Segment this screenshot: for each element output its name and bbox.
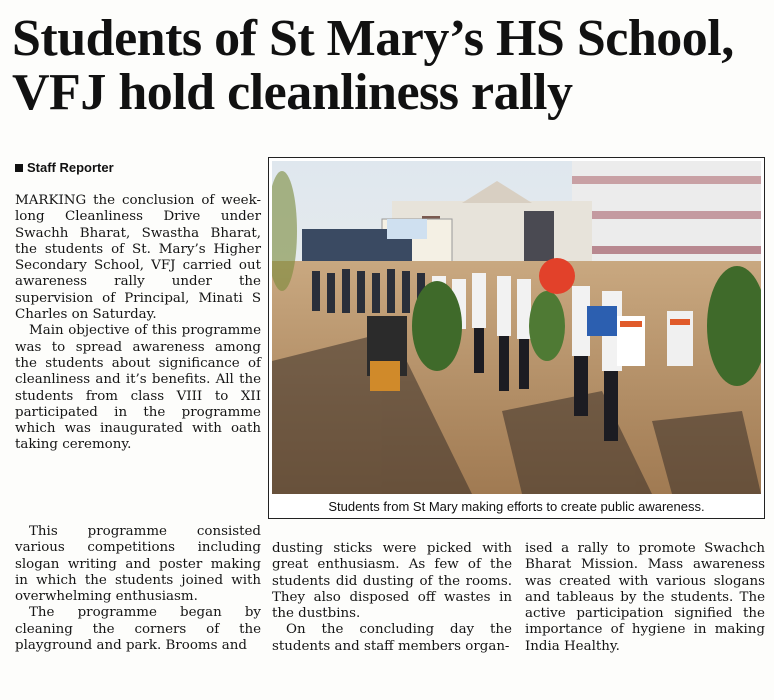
article-column-1b xyxy=(15,524,261,654)
rally-photo-illustration xyxy=(272,161,761,494)
photo-caption: Students from St Mary making efforts to create public awareness. xyxy=(328,499,705,514)
article-column-2 xyxy=(272,541,512,655)
byline-text: Staff Reporter xyxy=(27,160,114,175)
paragraph: The programme began by cleaning the corners of the playground and park. Brooms and xyxy=(15,605,261,654)
paragraph: This programme consisted various competitions including slogan writing and poster making in which the students joined with overwhelming enthusiasm. xyxy=(15,524,261,605)
headline-line-2: VFJ hold cleanliness rally xyxy=(12,64,573,121)
byline-square-icon xyxy=(15,164,23,172)
headline xyxy=(12,12,764,120)
paragraph: On the concluding day the students and staff members organ- xyxy=(272,622,512,654)
photo-frame xyxy=(268,157,765,519)
article-column-1a xyxy=(15,193,261,454)
paragraph: ised a rally to promote Swachch Bharat Mission. Mass awareness was created with various slogans and tableaus by the students. The active participation signified the importance of hygiene in making India Healthy. xyxy=(525,541,765,654)
paragraph: Main objective of this programme was to spread awareness among the students about significance of cleanliness and it’s benefits. All the students from class VIII to XII participated in the programme which was inaugurated with oath taking ceremony. xyxy=(15,323,261,453)
article-column-3 xyxy=(525,541,765,655)
byline xyxy=(15,160,114,175)
headline-line-1: Students of St Mary’s HS School, xyxy=(12,10,734,67)
rally-photo xyxy=(272,161,761,494)
paragraph: MARKING the conclusion of week-long Cleanliness Drive under Swachh Bharat, Swastha Bharat, the students of St. Mary’s Higher Secondary School, VFJ carried out awareness rally under the supervision of Principal, Minati S Charles on Saturday. xyxy=(15,193,261,323)
paragraph: dusting sticks were picked with great enthusiasm. As few of the students did dusting of the rooms. They also disposed off wastes in the dustbins. xyxy=(272,541,512,622)
